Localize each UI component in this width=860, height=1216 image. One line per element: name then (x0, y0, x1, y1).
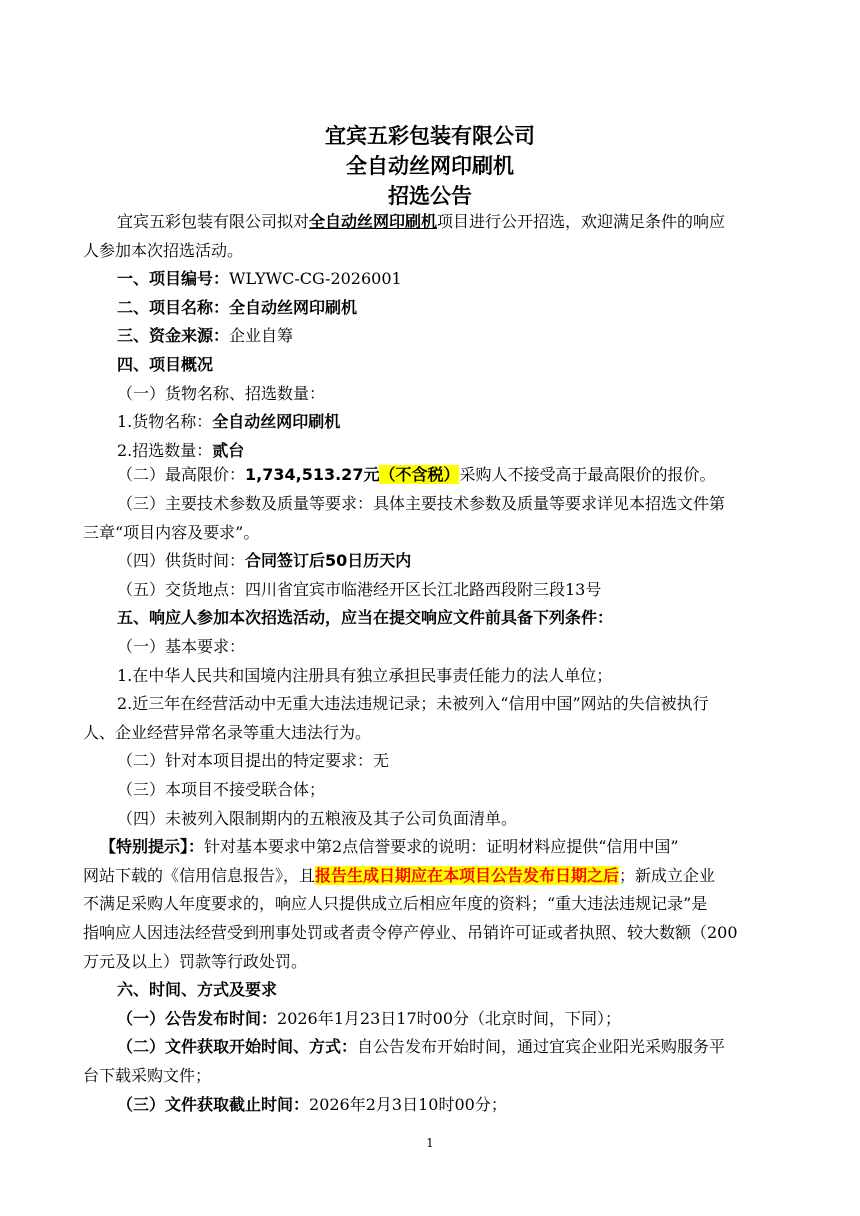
page-number: 1 (426, 1136, 434, 1150)
section-overview-heading: 四、项目概况 (117, 355, 214, 374)
file-start-line-2: 台下载采购文件； (83, 1066, 212, 1085)
requirement-2-line-1: 2.近三年在经营活动中无重大违法违规记录；未被列入“信用中国”网站的失信被执行 (117, 694, 709, 713)
special-tip-line-3: 不满足采购人年度要求的，响应人只提供成立后相应年度的资料；“重大违法违规记录”是 (83, 894, 708, 913)
fund-source: 三、资金来源：企业自筹 (117, 326, 294, 345)
section-time-heading: 六、时间、方式及要求 (117, 980, 278, 999)
project-name: 二、项目名称：全自动丝网印刷机 (117, 298, 358, 317)
delivery-location: （五）交货地点：四川省宜宾市临港经开区长江北路西段附三段13号 (117, 580, 602, 599)
goods-heading: （一）货物名称、招选数量： (117, 384, 326, 403)
intro-line-1: 宜宾五彩包装有限公司拟对全自动丝网印刷机项目进行公开招选，欢迎满足条件的响应 (117, 212, 726, 231)
special-tip-line-1: 【特别提示】：针对基本要求中第2点信誉要求的说明：证明材料应提供“信用中国” (100, 837, 679, 856)
project-number: 一、项目编号：WLYWC-CG-2026001 (117, 269, 402, 288)
goods-quantity: 2.招选数量：贰台 (117, 441, 245, 460)
special-tip-line-4: 指响应人因违法经营受到刑事处罚或者责令停产停业、吊销许可证或者执照、较大数额（200 (83, 923, 738, 942)
file-start-line-1: （二）文件获取开始时间、方式：自公告发布开始时间，通过宜宾企业阳光采购服务平 (117, 1037, 726, 1056)
max-price: （二）最高限价：1,734,513.27元（不含税）采购人不接受高于最高限价的报价。 (117, 465, 716, 484)
tech-requirements-line-1: （三）主要技术参数及质量等要求：具体主要技术参数及质量等要求详见本招选文件第 (117, 494, 726, 513)
basic-requirements-heading: （一）基本要求： (117, 637, 246, 656)
requirement-2-line-2: 人、企业经营异常名录等重大违法行为。 (83, 723, 372, 742)
file-deadline: （三）文件获取截止时间：2026年2月3日10时00分； (117, 1095, 507, 1114)
section-conditions-heading: 五、响应人参加本次招选活动，应当在提交响应文件前具备下列条件： (117, 608, 614, 627)
no-consortium: （三）本项目不接受联合体； (117, 780, 326, 799)
project-title: 全自动丝网印刷机 (346, 154, 514, 178)
delivery-time: （四）供货时间：合同签订后50日历天内 (117, 551, 412, 570)
goods-name: 1.货物名称：全自动丝网印刷机 (117, 412, 341, 431)
intro-line-2: 人参加本次招选活动。 (83, 241, 244, 260)
tech-requirements-line-2: 三章“项目内容及要求”。 (83, 523, 260, 542)
publish-time: （一）公告发布时间：2026年1月23日17时00分（北京时间，下同）； (117, 1009, 621, 1028)
company-title: 宜宾五彩包装有限公司 (325, 124, 535, 148)
special-tip-line-2: 网站下载的《信用信息报告》，且报告生成日期应在本项目公告发布日期之后；新成立企业 (83, 866, 716, 885)
requirement-1: 1.在中华人民共和国境内注册具有独立承担民事责任能力的法人单位； (117, 666, 613, 685)
negative-list: （四）未被列入限制期内的五粮液及其子公司负面清单。 (117, 809, 518, 828)
notice-title: 招选公告 (388, 184, 472, 208)
specific-requirements: （二）针对本项目提出的特定要求：无 (117, 751, 390, 770)
special-tip-line-5: 万元及以上）罚款等行政处罚。 (83, 952, 308, 971)
